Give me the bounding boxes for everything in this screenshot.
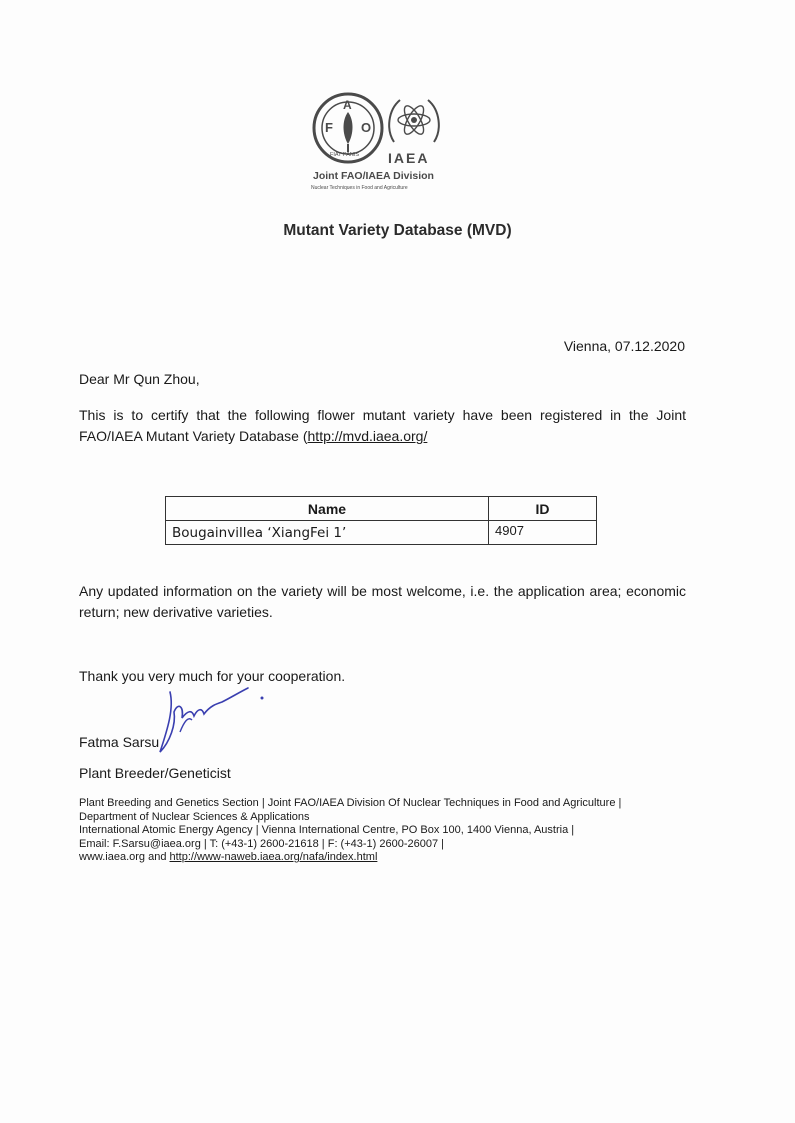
column-header-id: ID (489, 497, 597, 521)
footer-line-websites (79, 851, 719, 865)
footer-line-address: International Atomic Energy Agency | Vienna International Centre, PO Box 100, 1400 Vienna, Austria | (79, 824, 575, 836)
table-row (166, 521, 597, 545)
footer-contact-block (79, 797, 719, 865)
division-title: Joint FAO/IAEA Division (313, 170, 434, 182)
fao-letter-a: A (343, 98, 352, 112)
update-request-paragraph: Any updated information on the variety will be most welcome, i.e. the application area; economic return; new derivative varieties. (79, 583, 686, 620)
signer-role: Plant Breeder/Geneticist (79, 765, 231, 781)
letter-date: Vienna, 07.12.2020 (563, 338, 685, 354)
variety-id-cell: 4907 (489, 521, 597, 545)
mvd-link[interactable]: http://mvd.iaea.org/ (307, 428, 428, 444)
handwritten-signature-icon (140, 672, 280, 762)
nafa-link[interactable]: http://www-naweb.iaea.org/nafa/index.html (169, 851, 378, 863)
certification-text: This is to certify that the following flower mutant variety have been registered in the Joint FAO/IAEA Mutant Variety Database ( (79, 407, 686, 444)
table-header-row (166, 497, 597, 521)
signer-name: Fatma Sarsu (79, 734, 160, 750)
thanks-paragraph: Thank you very much for your cooperation. (79, 668, 346, 684)
footer-website-prefix: www.iaea.org and (79, 851, 170, 863)
variety-name-cell: Bougainvillea ‘XiangFei 1’ (166, 521, 489, 545)
iaea-emblem-icon (384, 92, 444, 152)
iaea-wordmark: IAEA (388, 150, 430, 166)
footer-line-section: Plant Breeding and Genetics Section | Joint FAO/IAEA Division Of Nuclear Techniques in Food and Agriculture | (79, 797, 622, 809)
fao-letter-f: F (325, 120, 333, 135)
footer-line-contact: Email: F.Sarsu@iaea.org | T: (+43-1) 2600-21618 | F: (+43-1) 2600-26007 | (79, 837, 445, 850)
page-title: Mutant Variety Database (MVD) (283, 222, 512, 239)
joint-fao-iaea-logo (300, 92, 460, 202)
footer-line-department: Department of Nuclear Sciences & Applications (79, 810, 310, 823)
fao-logo-icon (312, 92, 384, 164)
fao-letter-o: O (361, 120, 372, 135)
variety-table (165, 496, 597, 545)
column-header-name: Name (166, 497, 489, 521)
certification-paragraph (79, 405, 686, 447)
salutation: Dear Mr Qun Zhou, (79, 371, 200, 387)
fao-motto: FIAT PANIS (330, 152, 360, 158)
division-subtitle: Nuclear Techniques in Food and Agriculture (311, 185, 408, 191)
